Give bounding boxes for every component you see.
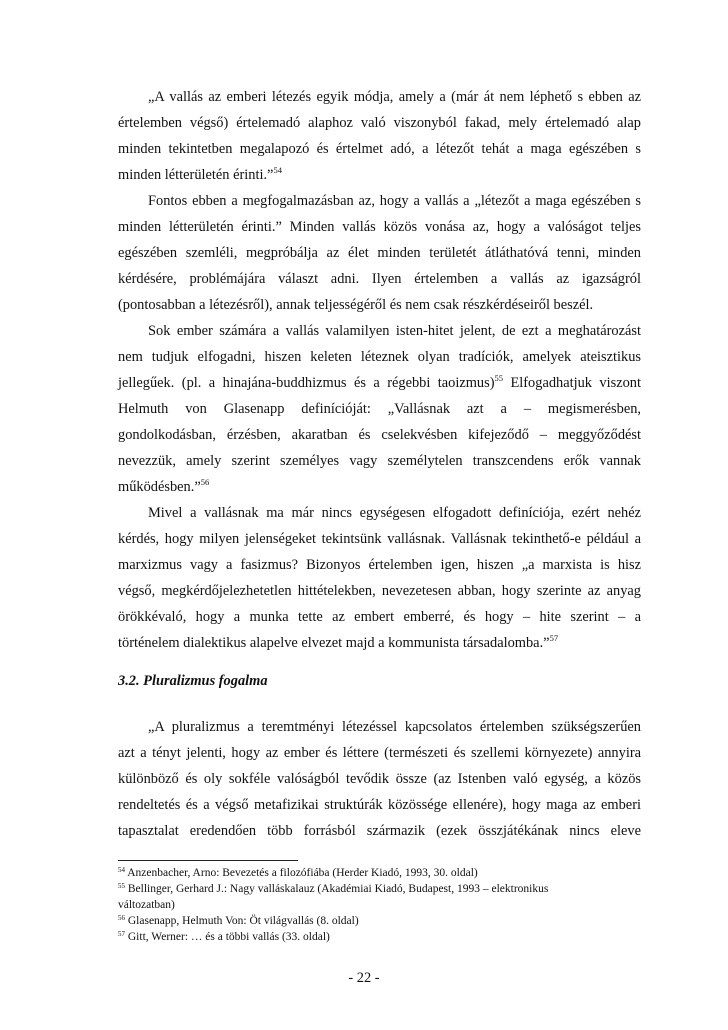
footnote-ref-57: 57 xyxy=(549,633,559,643)
paragraph-3-line-2: nem tudjuk elfogadni, hiszen keleten léteznek olyan tradíciók, amelyek ateisztikus xyxy=(118,349,641,365)
paragraph-3-line-3-text-b: Elfogadhatjuk viszont xyxy=(503,375,641,391)
footnote-54 xyxy=(118,866,478,880)
paragraph-1-line-1: „A vallás az emberi létezés egyik módja, amely a (már át nem léphető s ebben az xyxy=(148,89,641,105)
paragraph-5-line-2: azt a tényt jelenti, hogy az ember és léttere (természeti és szellemi környezete) annyira xyxy=(118,745,641,761)
footnote-54-number: 54 xyxy=(118,866,125,874)
paragraph-1-line-4-text: minden létterületén érinti.” xyxy=(118,167,274,183)
footnote-ref-56: 56 xyxy=(200,477,210,487)
paragraph-5-line-5: tapasztalat eredendően több forrásból származik (ezek összjátékának nincs eleve xyxy=(118,823,641,839)
paragraph-4-line-5: örökkévaló, hogy a munka tette az embert emberré, és hogy – hite szerint – a xyxy=(118,609,641,625)
paragraph-5-line-3: különböző és oly sokféle valóságból tevődik össze (az Istenben való egység, a közös xyxy=(118,771,641,787)
footnote-55-continued xyxy=(118,898,175,912)
footnote-57-number: 57 xyxy=(118,930,125,938)
section-heading: 3.2. Pluralizmus fogalma xyxy=(118,673,268,689)
footnote-56-number: 56 xyxy=(118,914,125,922)
footnote-55-continued-text: változatban) xyxy=(118,899,175,911)
paragraph-1-line-3: minden tekintetben megalapozó és értelmet adó, a létezőt tehát a maga egészében s xyxy=(118,141,641,157)
footnote-ref-54: 54 xyxy=(273,165,282,175)
footnote-55-number: 55 xyxy=(118,882,125,890)
footnote-56 xyxy=(118,914,359,928)
footnote-55-text: Bellinger, Gerhard J.: Nagy valláskalauz (Akadémiai Kiadó, Budapest, 1993 – elektronikus xyxy=(127,883,549,895)
paragraph-1-line-4 xyxy=(118,166,641,184)
paragraph-1-line-2: értelemben végső) értelemadó alaphoz való viszonyból fakad, mely értelemadó alap xyxy=(118,115,641,131)
paragraph-2-line-3: egészében szemléli, megpróbálja az élet minden területét átláthatóvá tenni, minden xyxy=(118,245,641,261)
footnote-54-text: Anzenbacher, Arno: Bevezetés a filozófiába (Herder Kiadó, 1993, 30. oldal) xyxy=(127,867,478,879)
paragraph-4-line-4: végső, megkérdőjelezhetetlen hittételekben, nevezetesen abban, hogy szerinte az anyag xyxy=(118,583,641,599)
paragraph-2-line-4: kérdésére, problémájára választ adni. Ilyen értelemben a vallás az igazságról xyxy=(118,271,641,287)
paragraph-3-line-7-text: működésben.” xyxy=(118,479,201,495)
paragraph-4-line-6 xyxy=(118,634,641,652)
paragraph-4-line-3: marxizmus vagy a fasizmus? Bizonyos értelemben igen, hiszen „a marxista is hisz xyxy=(118,557,641,573)
paragraph-4-line-2: kérdés, hogy milyen jelenségeket tekintsünk vallásnak. Vallásnak tekinthető-e például a xyxy=(118,531,641,547)
paragraph-4-line-1: Mivel a vallásnak ma már nincs egységesen elfogadott definíciója, ezért nehéz xyxy=(148,505,641,521)
paragraph-4-line-6-text: történelem dialektikus alapelve elvezet majd a kommunista társadalomba.” xyxy=(118,635,550,651)
paragraph-5-line-4: rendeltetés és a végső metafizikai struktúrák közössége ellenére), hogy maga az emberi xyxy=(118,797,641,813)
footnote-57 xyxy=(118,930,330,944)
footnote-separator xyxy=(118,860,298,861)
paragraph-5-line-1: „A pluralizmus a teremtményi létezéssel kapcsolatos értelemben szükségszerűen xyxy=(148,719,641,735)
paragraph-3-line-6: nevezzük, amely szerint személyes vagy személytelen transzcendens erők vannak xyxy=(118,453,641,469)
paragraph-2-line-5: (pontosabban a létezésről), annak teljességéről és nem csak részkérdéseiről beszél. xyxy=(118,297,594,313)
paragraph-3-line-5: gondolkodásban, érzésben, akaratban és cselekvésben kifejeződő – meggyőződést xyxy=(118,427,641,443)
paragraph-3-line-7 xyxy=(118,478,641,496)
paragraph-2-line-1: Fontos ebben a megfogalmazásban az, hogy a vallás a „létezőt a maga egészében s xyxy=(148,193,641,209)
footnote-57-text: Gitt, Werner: … és a többi vallás (33. oldal) xyxy=(127,931,330,943)
footnote-ref-55: 55 xyxy=(494,373,504,383)
paragraph-3-line-3 xyxy=(118,374,641,392)
paragraph-3-line-3-text-a: jellegűek. (pl. a hinajána-buddhizmus és a régebbi taoizmus) xyxy=(118,375,495,391)
footnote-56-text: Glasenapp, Helmuth Von: Öt világvallás (8. oldal) xyxy=(127,915,359,927)
paragraph-2-line-2: minden létterületén érinti.” Minden vallás közös vonása az, hogy a valóságot teljes xyxy=(118,219,641,235)
paragraph-3-line-4: Helmuth von Glasenapp definícióját: „Vallásnak azt a – megismerésben, xyxy=(118,401,641,417)
page-number: - 22 - xyxy=(348,970,380,986)
paragraph-3-line-1: Sok ember számára a vallás valamilyen isten-hitet jelent, de ezt a meghatározást xyxy=(148,323,641,339)
footnote-55 xyxy=(118,882,548,896)
